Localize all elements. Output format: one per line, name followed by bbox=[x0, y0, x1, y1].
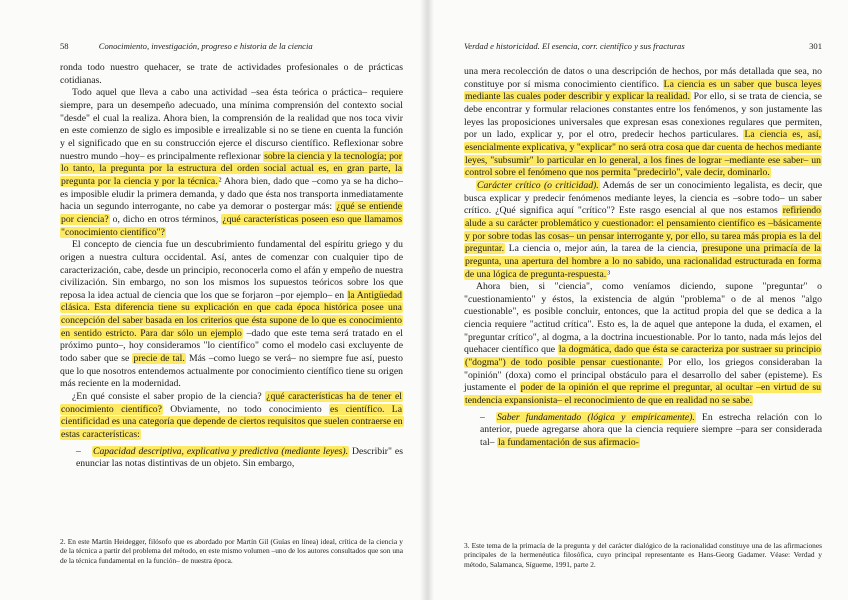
left-page-body bbox=[60, 62, 403, 471]
list-bullet: – bbox=[76, 445, 81, 457]
left-footnote: 2. En este Martín Heidegger, filósofo que es abordado por Martín Gil (Guías en línea) ideal, crítica de la ciencia y de la técnica a partir del problema del método, en este mismo volumen –uno de los autores consultados que son una de la técnica fundamental en la función– de nuestra época. bbox=[60, 537, 403, 565]
text-run: Más –como luego se verá– no siempre fue así, puesto que lo que nosotros entendemos actualmente por conocimiento científico tiene su origen más reciente en la modernidad. bbox=[60, 353, 403, 390]
right-page bbox=[424, 0, 848, 600]
list-item-label: Capacidad descriptiva, explicativa y predictiva (mediante leyes). bbox=[93, 445, 349, 457]
left-page-number: 58 bbox=[60, 41, 69, 51]
highlighted-text: La ciencia es, así, esencialmente explicativa, y "explicar" no será otra cosa que dar cuenta de hechos mediante leyes, "subsumir" lo particular en lo general, a los fines de lograr –mediante ese saber– un control sobre el fenómeno que nos permita "predecirlo", vale decir, dominarlo. bbox=[465, 129, 821, 179]
highlighted-text: la Antigüedad clásica. Esta diferencia tiene su explicación en que cada época histórica posee una concepción del saber basada en los criterios que ésta supone de lo que es conocimiento en sentido estricto. Para dar sólo un ejemplo bbox=[61, 289, 403, 339]
right-running-title: Verdad e historicidad. El esencia, corr. científico y sus fracturas bbox=[464, 41, 685, 51]
right-page-body bbox=[464, 66, 822, 450]
highlighted-text: la fundamentación de sus afirmacio- bbox=[497, 437, 639, 449]
text-run: ³ bbox=[607, 268, 611, 280]
highlighted-text: ¿qué características poseen eso que llamamos "conocimiento científico"? bbox=[61, 213, 402, 238]
list-item-label: Saber fundamentado (lógica y empíricamente). bbox=[497, 411, 695, 423]
right-footnote: 3. Este tema de la primacía de la pregunta y del carácter dialógico de la racionalidad constituye una de las afirmaciones principales de la hermenéutica filosófica, cuyo principal representante es Hans-Georg Gadamer. Véase: Verdad y método, Salamanca, Sígueme, 1991, parte 2. bbox=[464, 541, 822, 569]
list-bullet: – bbox=[480, 411, 485, 423]
highlighted-text: La ciencia es un saber que busca leyes mediante las cuales poder describir y explicar la realidad. bbox=[465, 78, 821, 103]
text-run: ² Ahora bien, dado que –como ya se ha dicho– es imposible eludir la primera demanda, y dado que ésta nos transporta inmediatamente hacia un segundo interrogante, no cabe ya demorar o postergar más: bbox=[60, 175, 403, 213]
list-item-text: Describir" es enunciar las notas distintivas de un objeto. Sin embargo, bbox=[76, 445, 403, 470]
text-run: Por ello, si se trata de ciencia, se debe encontrar y formular relaciones constantes entre los fenómenos, y son justamente las leyes las proposiciones universales que expresan esas conexiones regulares que permiten, por un lado, explicar y, por el otro, predecir hechos particulares. bbox=[464, 91, 822, 141]
paragraph bbox=[464, 281, 822, 408]
text-run: Además de ser un conocimiento legalista, es decir, que busca explicar y predecir fenómenos mediante leyes, la ciencia es –sobre todo– un saber crítico. ¿Qué significa aquí "crítico"? Este rasgo esencial al que nos estamos bbox=[464, 179, 822, 217]
highlighted-text: poder de la opinión el que reprime el preguntar, al ocultar –en virtud de su tendencia expansionista– el reconocimiento de que en realidad no se sabe. bbox=[465, 382, 822, 407]
left-page-header bbox=[60, 41, 402, 51]
text-run: Por ello, los griegos consideraban la "opinión" (doxa) como el principal obstáculo para el desarrollo del saber (episteme). Es justamente el bbox=[464, 357, 823, 394]
highlighted-text: ¿qué se entiende por ciencia? bbox=[61, 201, 402, 225]
highlighted-text: sobre la ciencia y la tecnología; por lo tanto, la pregunta por la estructura del orden social actual es, en gran parte, la pregunta por la ciencia y por la técnica. bbox=[61, 150, 402, 187]
text-run: La ciencia o, mejor aún, la tarea de la ciencia, bbox=[505, 243, 702, 255]
list-item-text: En estrecha relación con lo anterior, puede agregarse ahora que la ciencia requiere siempre –para ser considerada tal– bbox=[480, 411, 823, 449]
highlighted-text: es científico. La cientificidad es una categoría que depende de ciertos requisitos que suelen contraerse en estas características: bbox=[61, 403, 403, 441]
highlighted-text: la dogmática, dado que ésta se caracteriza por sustraer su principio ("dogma") de todo posible pensar cuestionante. bbox=[465, 344, 821, 369]
highlighted-text: presupone una primacía de la pregunta, una apertura del hombre a lo no sabido, una racionalidad estructurada en forma de una lógica de pregunta-respuesta. bbox=[465, 243, 821, 280]
paragraph bbox=[464, 66, 822, 180]
text-run: ronda todo nuestro quehacer, se trate de actividades profesionales o de prácticas cotidianas. bbox=[60, 62, 403, 86]
text-run: ¿En qué consiste el saber propio de la ciencia? bbox=[72, 391, 266, 403]
list-item bbox=[464, 412, 822, 450]
text-run: o, dicho en otros términos, bbox=[109, 213, 222, 225]
text-run: Todo aquel que lleva a cabo una actividad –sea ésta teórica o práctica– requiere siempre, para un desempeño adecuado, una mínima comprensión del contexto social "desde" el cual la realiza. Ahora bien, la comprensión de la realidad que nos toca vivir en este comienzo de siglo es imposible e irrealizable si no se tiene en cuenta la función y el significado que en su construcción ejerce el discurso científico. Reflexionar sobre nuestro mundo –hoy– es principalmente reflexionar bbox=[60, 87, 403, 162]
paragraph bbox=[60, 87, 403, 239]
highlighted-text: Carácter crítico (o criticidad). bbox=[477, 179, 599, 191]
text-run: Obviamente, no todo conocimiento bbox=[162, 403, 330, 415]
text-run: una mera recolección de datos o una descripción de hechos, por más detallada que sea, no constituye por sí misma conocimiento científico. bbox=[464, 66, 822, 90]
highlighted-text: ¿qué características ha de tener el conocimiento científico? bbox=[61, 391, 402, 415]
paragraph bbox=[60, 239, 403, 391]
right-page-header bbox=[464, 41, 822, 51]
highlighted-text: precie de tal. bbox=[133, 353, 185, 365]
paragraph bbox=[60, 391, 403, 442]
paragraph bbox=[60, 62, 403, 87]
text-run: El concepto de ciencia fue un descubrimiento fundamental del espíritu griego y du origen a nuestra cultura occidental. Así, antes de comenzar con cualquier tipo de caracterización, cabe, desde un principio, reconocerla como el afán y empeño de nuestra civilización. Sin embargo, no son los mismos los supuestos teóricos sobre los que reposa la idea actual de ciencia que los que se forjaron –por ejemplo– en bbox=[60, 239, 403, 301]
highlighted-text: refiriendo alude a su carácter problemático y cuestionador: el pensamiento científico es –básicamente y por sobre todas las cosas– un pensar interrogante y, por ello, su tarea más propia es la del preguntar. bbox=[465, 205, 821, 255]
left-running-title: Conocimiento, investigación, progreso e historia de la ciencia bbox=[98, 41, 313, 51]
paragraph bbox=[464, 180, 822, 281]
text-run: Ahora bien, si "ciencia", como veníamos diciendo, supone "preguntar" o "cuestionamiento" y éstos, la existencia de algún "problema" o de al menos "algo cuestionable", es posible concluir, entonces, que la actitud propia del que se dedica a la ciencia requiere "actitud crítica". Esto es, la de aquel que antepone la duda, el examen, el "preguntar crítico", al dogma, a la doctrina incuestionable. Por lo tanto, nada más lejos del quehacer científico que bbox=[464, 281, 822, 356]
text-run: –dado que este tema será tratado en el próximo punto–, hoy consideramos "lo científico" como el modelo casi excluyente de todo saber que se bbox=[60, 327, 403, 365]
right-page-number: 301 bbox=[809, 41, 822, 51]
list-item bbox=[60, 446, 403, 471]
